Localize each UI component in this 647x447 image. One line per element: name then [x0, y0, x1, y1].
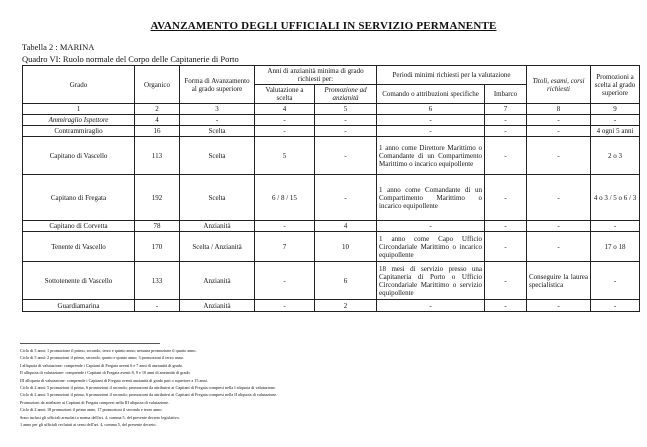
cell-imbarco: -: [485, 221, 527, 232]
document-title: AVANZAMENTO DEGLI UFFICIALI IN SERVIZIO PERMANENTE: [150, 20, 497, 32]
col-number: 2: [135, 104, 180, 115]
header-promozioni: Promozioni a scelta al grado superiore: [591, 66, 640, 104]
header-comando: Comando o attribuzioni specifiche: [377, 85, 485, 104]
header-titoli: Titoli, esami, corsi richiesti: [527, 66, 591, 104]
header-grado: Grado: [23, 66, 135, 104]
table-row: [23, 126, 640, 137]
cell-promozioni: -: [591, 300, 640, 312]
cell-imbarco: -: [485, 232, 527, 262]
footnote: Ciclo di 2 anni: 18 promozioni il primo anno, 17 promozioni il secondo e terzo anno.: [20, 407, 163, 413]
cell-promozione: 4: [315, 221, 377, 232]
cell-imbarco: -: [485, 175, 527, 221]
table-row: [23, 232, 640, 262]
cell-imbarco: -: [485, 262, 527, 300]
header-promozione: Promozione ad anzianità: [315, 85, 377, 104]
table-row: [23, 175, 640, 221]
cell-titoli: -: [527, 175, 591, 221]
cell-organico: -: [135, 300, 180, 312]
cell-valutazione: -: [255, 126, 315, 137]
cell-imbarco: -: [485, 115, 527, 126]
table-row: [23, 137, 640, 175]
col-number: 4: [255, 104, 315, 115]
cell-comando: 1 anno come Comandante di un Compartimento Marittimo o incarico equipollente: [377, 175, 485, 221]
cell-titoli: Conseguire la laurea specialistica: [527, 262, 591, 300]
footnote: Ciclo di 5 anni: 2 promozioni il primo, secondo, quarto e quinto anno; 3 promozioni il terzo anno.: [20, 355, 184, 361]
cell-promozione: 2: [315, 300, 377, 312]
footnote: II alliquota di valutazione: comprende i Capitani di Fregata aventi 8, 9 e 10 anni di anzianità di grado.: [20, 370, 191, 376]
cell-imbarco: -: [485, 126, 527, 137]
cell-comando: -: [377, 300, 485, 312]
cell-promozioni: 17 o 18: [591, 232, 640, 262]
cell-promozione: -: [315, 137, 377, 175]
cell-titoli: -: [527, 232, 591, 262]
cell-comando: 1 anno come Capo Ufficio Circondariale Marittimo o incarico equipollente: [377, 232, 485, 262]
cell-promozione: -: [315, 175, 377, 221]
cell-valutazione: -: [255, 300, 315, 312]
cell-promozione: -: [315, 115, 377, 126]
cell-grado: Capitano di Corvetta: [23, 221, 135, 232]
cell-forma: Scelta: [180, 126, 255, 137]
cell-valutazione: 6 / 8 / 15: [255, 175, 315, 221]
cell-organico: 113: [135, 137, 180, 175]
cell-organico: 16: [135, 126, 180, 137]
cell-promozioni: 4 ogni 5 anni: [591, 126, 640, 137]
quadro-label: Quadro VI: Ruolo normale del Corpo delle Capitanerie di Porto: [22, 54, 239, 64]
cell-comando: 18 mesi di servizio presso una Capitaneria di Porto o Ufficio Circondariale Marittimo o servizio equipollente: [377, 262, 485, 300]
cell-grado: Guardiamarina: [23, 300, 135, 312]
cell-grado: Tenente di Vascello: [23, 232, 135, 262]
cell-forma: Scelta: [180, 175, 255, 221]
cell-promozione: -: [315, 126, 377, 137]
cell-organico: 133: [135, 262, 180, 300]
cell-titoli: -: [527, 115, 591, 126]
col-number: 8: [527, 104, 591, 115]
table-label: Tabella 2 : MARINA: [22, 42, 95, 52]
col-number: 5: [315, 104, 377, 115]
footnote-divider: [20, 343, 160, 344]
cell-forma: Anzianità: [180, 262, 255, 300]
cell-comando: 1 anno come Direttore Marittimo o Comandante di un Compartimento Marittimo o incarico equipollente: [377, 137, 485, 175]
cell-valutazione: 5: [255, 137, 315, 175]
footnote: I alliquota di valutazione: comprende i Capitani di Fregata aventi 6 e 7 anni di anzianità di grado.: [20, 362, 184, 368]
table-row: [23, 300, 640, 312]
column-numbers-row: [23, 104, 640, 115]
cell-comando: -: [377, 126, 485, 137]
footnote: Promozioni da attribuire ai Capitani di Fregata compresi nella III aliquota di valutazione.: [20, 399, 170, 405]
cell-organico: 78: [135, 221, 180, 232]
table-row: [23, 115, 640, 126]
cell-grado: Capitano di Fregata: [23, 175, 135, 221]
cell-forma: Scelta / Anzianità: [180, 232, 255, 262]
table-row: [23, 221, 640, 232]
cell-promozioni: -: [591, 221, 640, 232]
cell-titoli: -: [527, 126, 591, 137]
cell-grado: Capitano di Vascello: [23, 137, 135, 175]
cell-forma: Anzianità: [180, 221, 255, 232]
cell-forma: Scelta: [180, 137, 255, 175]
col-number: 3: [180, 104, 255, 115]
header-organico: Organico: [135, 66, 180, 104]
header-periodi: Periodi minimi richiesti per la valutazione: [377, 66, 527, 85]
cell-forma: -: [180, 115, 255, 126]
cell-valutazione: 7: [255, 232, 315, 262]
cell-organico: 4: [135, 115, 180, 126]
col-number: 9: [591, 104, 640, 115]
cell-promozioni: 2 o 3: [591, 137, 640, 175]
cell-grado: Sottotenente di Vascello: [23, 262, 135, 300]
cell-promozioni: -: [591, 115, 640, 126]
cell-organico: 192: [135, 175, 180, 221]
cell-valutazione: -: [255, 262, 315, 300]
footnote: Ciclo di 2 anni: 5 promozioni il primo, 6 promozioni il secondo; promozioni da attribuirsi ai Capitani di Fregata compresi nella II aliquota di valutazione.: [20, 392, 278, 398]
cell-titoli: -: [527, 137, 591, 175]
cell-forma: Anzianità: [180, 300, 255, 312]
cell-organico: 170: [135, 232, 180, 262]
cell-imbarco: -: [485, 137, 527, 175]
header-anni: Anni di anzianità minima di grado richiesti per:: [255, 66, 377, 85]
cell-comando: -: [377, 221, 485, 232]
cell-valutazione: -: [255, 221, 315, 232]
cell-promozione: 6: [315, 262, 377, 300]
table-row: [23, 262, 640, 300]
cell-promozione: 10: [315, 232, 377, 262]
footnotes: [20, 347, 640, 428]
col-number: 1: [23, 104, 135, 115]
cell-grado: Ammiraglio Ispettore: [23, 115, 135, 126]
col-number: 6: [377, 104, 485, 115]
footnote: III alliquota di valutazione: comprende i Capitani di Fregata aventi anzianità di grado pari o superiore a 15 anni.: [20, 377, 208, 383]
header-imbarco: Imbarco: [485, 85, 527, 104]
cell-valutazione: -: [255, 115, 315, 126]
cell-promozioni: 4 o 3 / 5 o 6 / 3: [591, 175, 640, 221]
footnote: Ciclo di 2 anni: 5 promozioni il primo, 6 promozioni il secondo; promozioni da attribuirsi ai Capitani di Fregata compresi nella I aliquota di valutazione.: [20, 385, 276, 391]
header-forma: Forma di Avanzamento al grado superiore: [180, 66, 255, 104]
cell-imbarco: -: [485, 300, 527, 312]
footnote: Sono inclusi gli ufficiali arruolati a norma dell'art. 4, comma 5, del presente decreto legislativo.: [20, 414, 180, 420]
cell-titoli: -: [527, 300, 591, 312]
header-valutazione: Valutazione a scelta: [255, 85, 315, 104]
cell-comando: -: [377, 115, 485, 126]
avanzamento-table: [22, 65, 640, 312]
col-number: 7: [485, 104, 527, 115]
footnote: 1 anno per gli ufficiali reclutati ai sensi dell'art. 4, comma 5, del presente decreto.: [20, 422, 157, 428]
footnote: Ciclo di 5 anni: 1 promozione il primo, secondo, terzo e quinto anno; nessuna promozione il quarto anno.: [20, 348, 197, 353]
cell-grado: Contrammiraglio: [23, 126, 135, 137]
cell-titoli: -: [527, 221, 591, 232]
cell-promozioni: -: [591, 262, 640, 300]
